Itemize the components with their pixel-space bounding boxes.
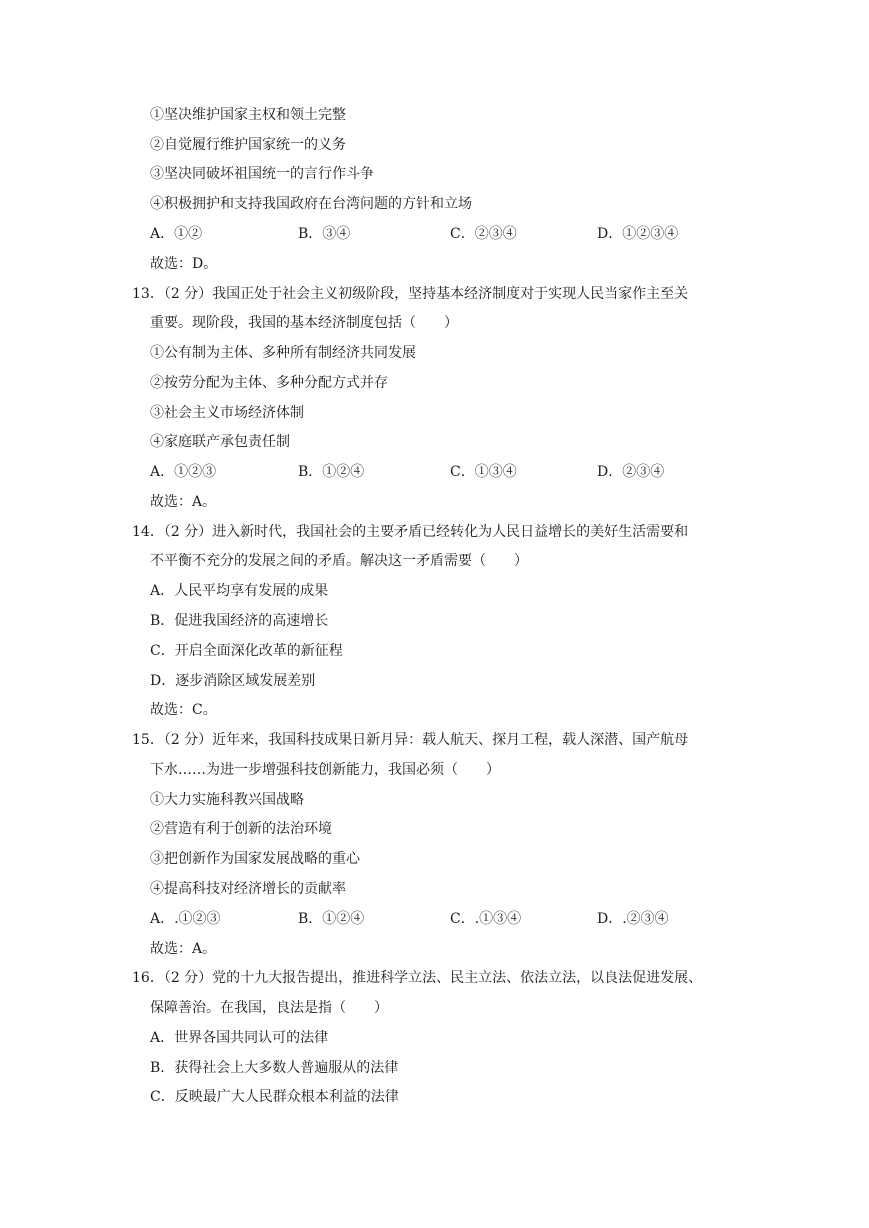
q13-stem-line2: 重要。现阶段，我国的基本经济制度包括（ ） — [150, 315, 458, 331]
q13-option-b: B．①②④ — [298, 464, 365, 480]
q15-option-a: A．.①②③ — [150, 911, 221, 927]
q16-choice-c: C．反映最广大人民群众根本利益的法律 — [150, 1089, 399, 1105]
q16-stem-line1: 16．（2 分）党的十九大报告提出，推进科学立法、民主立法、依法立法，以良法促进发展、 — [132, 970, 703, 986]
q13-item-4: ④家庭联产承包责任制 — [150, 434, 290, 450]
q15-item-3: ③把创新作为国家发展战略的重心 — [150, 851, 360, 867]
q13-option-a: A．①②③ — [150, 464, 217, 480]
q14-answer: 故选：C。 — [150, 702, 217, 718]
q12-option-c: C．②③④ — [450, 226, 517, 242]
q15-item-4: ④提高科技对经济增长的贡献率 — [150, 881, 346, 897]
q12-item-3: ③坚决同破坏祖国统一的言行作斗争 — [150, 166, 374, 182]
q14-stem-line2: 不平衡不充分的发展之间的矛盾。解决这一矛盾需要（ ） — [150, 553, 528, 569]
q12-answer: 故选：D。 — [150, 256, 218, 272]
q13-item-1: ①公有制为主体、多种所有制经济共同发展 — [150, 345, 416, 361]
q12-option-b: B．③④ — [298, 226, 351, 242]
q14-choice-d: D．逐步消除区域发展差别 — [150, 673, 316, 689]
q15-option-d: D．.②③④ — [597, 911, 669, 927]
q15-item-1: ①大力实施科教兴国战略 — [150, 792, 304, 808]
q13-answer: 故选：A。 — [150, 494, 217, 510]
q12-item-4: ④积极拥护和支持我国政府在台湾问题的方针和立场 — [150, 196, 472, 212]
q14-stem-line1: 14．（2 分）进入新时代，我国社会的主要矛盾已经转化为人民日益增长的美好生活需要和 — [132, 524, 689, 540]
q14-choice-b: B．促进我国经济的高速增长 — [150, 613, 329, 629]
q16-choice-a: A．世界各国共同认可的法律 — [150, 1030, 329, 1046]
q13-item-3: ③社会主义市场经济体制 — [150, 405, 304, 421]
q15-option-b: B．①②④ — [298, 911, 365, 927]
q15-stem-line2: 下水……为进一步增强科技创新能力，我国必须（ ） — [150, 762, 500, 778]
q12-option-d: D．①②③④ — [597, 226, 679, 242]
q12-item-2: ②自觉履行维护国家统一的义务 — [150, 137, 346, 153]
q12-option-a: A．①② — [150, 226, 203, 242]
q13-option-d: D．②③④ — [597, 464, 665, 480]
q15-option-c: C．.①③④ — [450, 911, 522, 927]
q12-item-1: ①坚决维护国家主权和领土完整 — [150, 107, 346, 123]
q14-choice-c: C．开启全面深化改革的新征程 — [150, 643, 343, 659]
q13-stem-line1: 13．（2 分）我国正处于社会主义初级阶段，坚持基本经济制度对于实现人民当家作主至关 — [132, 286, 689, 302]
q16-stem-line2: 保障善治。在我国，良法是指（ ） — [150, 1000, 388, 1016]
q15-stem-line1: 15．（2 分）近年来，我国科技成果日新月异：载人航天、探月工程，载人深潜、国产航母 — [132, 732, 689, 748]
q13-item-2: ②按劳分配为主体、多种分配方式并存 — [150, 375, 388, 391]
q15-answer: 故选：A。 — [150, 941, 217, 957]
q13-option-c: C．①③④ — [450, 464, 517, 480]
q14-choice-a: A．人民平均享有发展的成果 — [150, 583, 329, 599]
q16-choice-b: B．获得社会上大多数人普遍服从的法律 — [150, 1060, 399, 1076]
q15-item-2: ②营造有利于创新的法治环境 — [150, 821, 332, 837]
